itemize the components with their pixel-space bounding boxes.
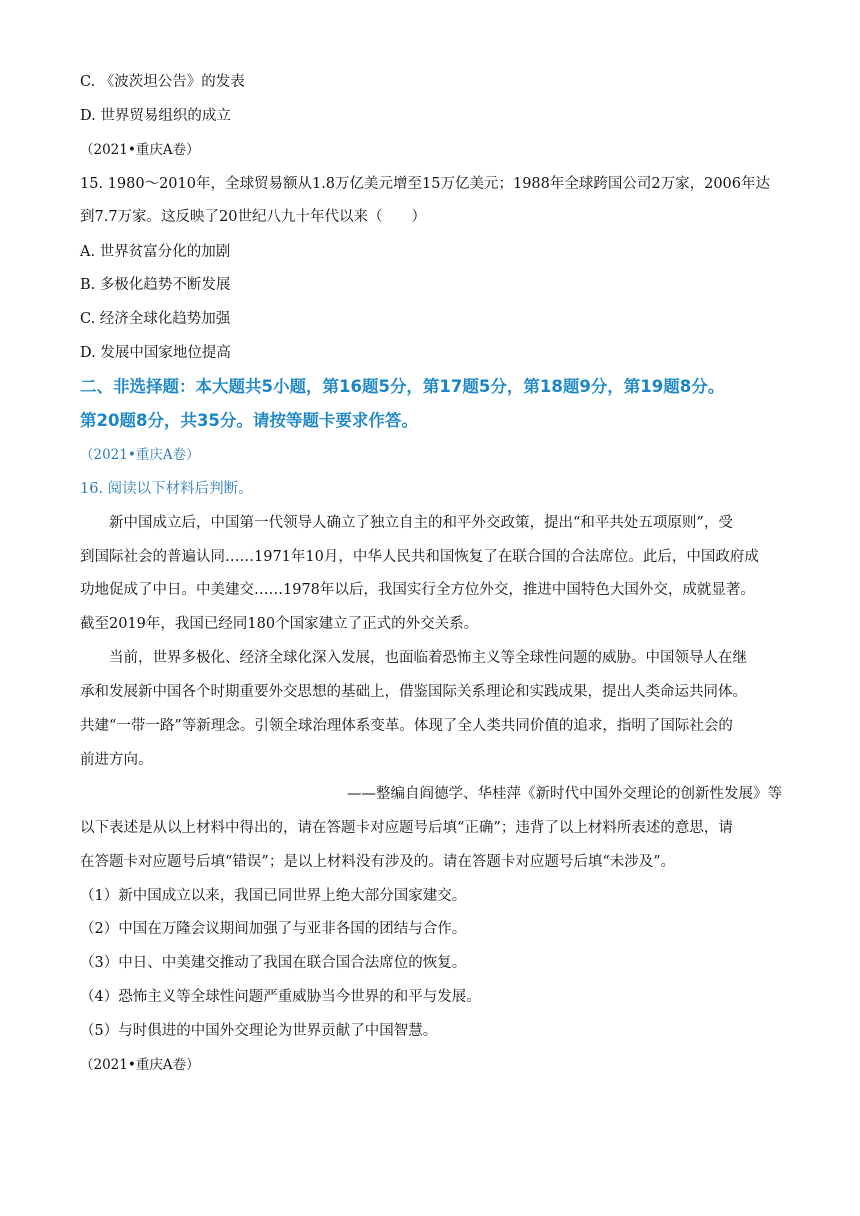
material-attribution: ——整编自阎德学、华桂萍《新时代中国外交理论的创新性发展》等 xyxy=(347,786,782,802)
statement-item-2: （2）中国在万隆会议期间加强了与亚非各国的团结与合作。 xyxy=(80,921,467,937)
material-para-2-line-4: 前进方向。 xyxy=(80,752,153,768)
statement-item-1: （1）新中国成立以来，我国已同世界上绝大部分国家建交。 xyxy=(80,888,467,904)
q15-source: （2021•重庆A卷） xyxy=(80,142,200,158)
statement-item-5: （5）与时俱进的中国外交理论为世界贡献了中国智慧。 xyxy=(80,1023,438,1039)
q16-title: 16. 阅读以下材料后判断。 xyxy=(80,481,253,497)
material-para-1-line-3: 功地促成了中日。中美建交……1978年以后，我国实行全方位外交，推进中国特色大国外交，成就显著。 xyxy=(80,582,755,598)
q14-option-c: C. 《波茨坦公告》的发表 xyxy=(80,74,245,90)
q15-option-a: A. 世界贫富分化的加剧 xyxy=(80,244,231,260)
material-para-1-line-2: 到国际社会的普遍认同……1971年10月，中华人民共和国恢复了在联合国的合法席位。此后，中国政府成 xyxy=(80,549,759,565)
q15-stem-line-2: 到7.7万家。这反映了20世纪八九十年代以来（ ） xyxy=(80,209,427,225)
instruction-line-2: 在答题卡对应题号后填“错误”；是以上材料没有涉及的。请在答题卡对应题号后填“未涉及”。 xyxy=(80,854,676,870)
material-para-2-line-1: 当前，世界多极化、经济全球化深入发展，也面临着恐怖主义等全球性问题的威胁。中国领导人在继 xyxy=(109,650,747,666)
q15-option-c: C. 经济全球化趋势加强 xyxy=(80,311,231,327)
material-para-1-line-1: 新中国成立后，中国第一代领导人确立了独立自主的和平外交政策，提出“和平共处五项原则”，受 xyxy=(109,515,733,531)
q17-source: （2021•重庆A卷） xyxy=(80,1057,200,1073)
material-para-2-line-2: 承和发展新中国各个时期重要外交思想的基础上，借鉴国际关系理论和实践成果，提出人类命运共同体。 xyxy=(80,684,747,700)
q15-option-b: B. 多极化趋势不断发展 xyxy=(80,277,231,293)
q16-source: （2021•重庆A卷） xyxy=(80,447,200,463)
material-para-2-line-3: 共建“一带一路”等新理念。引领全球治理体系变革。体现了全人类共同价值的追求，指明了国际社会的 xyxy=(80,718,733,734)
q15-option-d: D. 发展中国家地位提高 xyxy=(80,345,231,361)
section-heading-line-1: 二、非选择题：本大题共5小题，第16题5分，第17题5分，第18题9分，第19题8分。 xyxy=(80,377,725,396)
q14-option-d: D. 世界贸易组织的成立 xyxy=(80,108,231,124)
q15-stem-line-1: 15. 1980～2010年，全球贸易额从1.8万亿美元增至15万亿美元；1988年全球跨国公司2万家，2006年达 xyxy=(80,176,771,192)
statement-item-4: （4）恐怖主义等全球性问题严重威胁当今世界的和平与发展。 xyxy=(80,989,481,1005)
material-para-1-line-4: 截至2019年，我国已经同180个国家建立了正式的外交关系。 xyxy=(80,616,479,632)
section-heading-line-2: 第20题8分，共35分。请按等题卡要求作答。 xyxy=(80,411,418,430)
instruction-line-1: 以下表述是从以上材料中得出的，请在答题卡对应题号后填“正确”；违背了以上材料所表述的意思，请 xyxy=(80,820,733,836)
statement-item-3: （3）中日、中美建交推动了我国在联合国合法席位的恢复。 xyxy=(80,955,467,971)
